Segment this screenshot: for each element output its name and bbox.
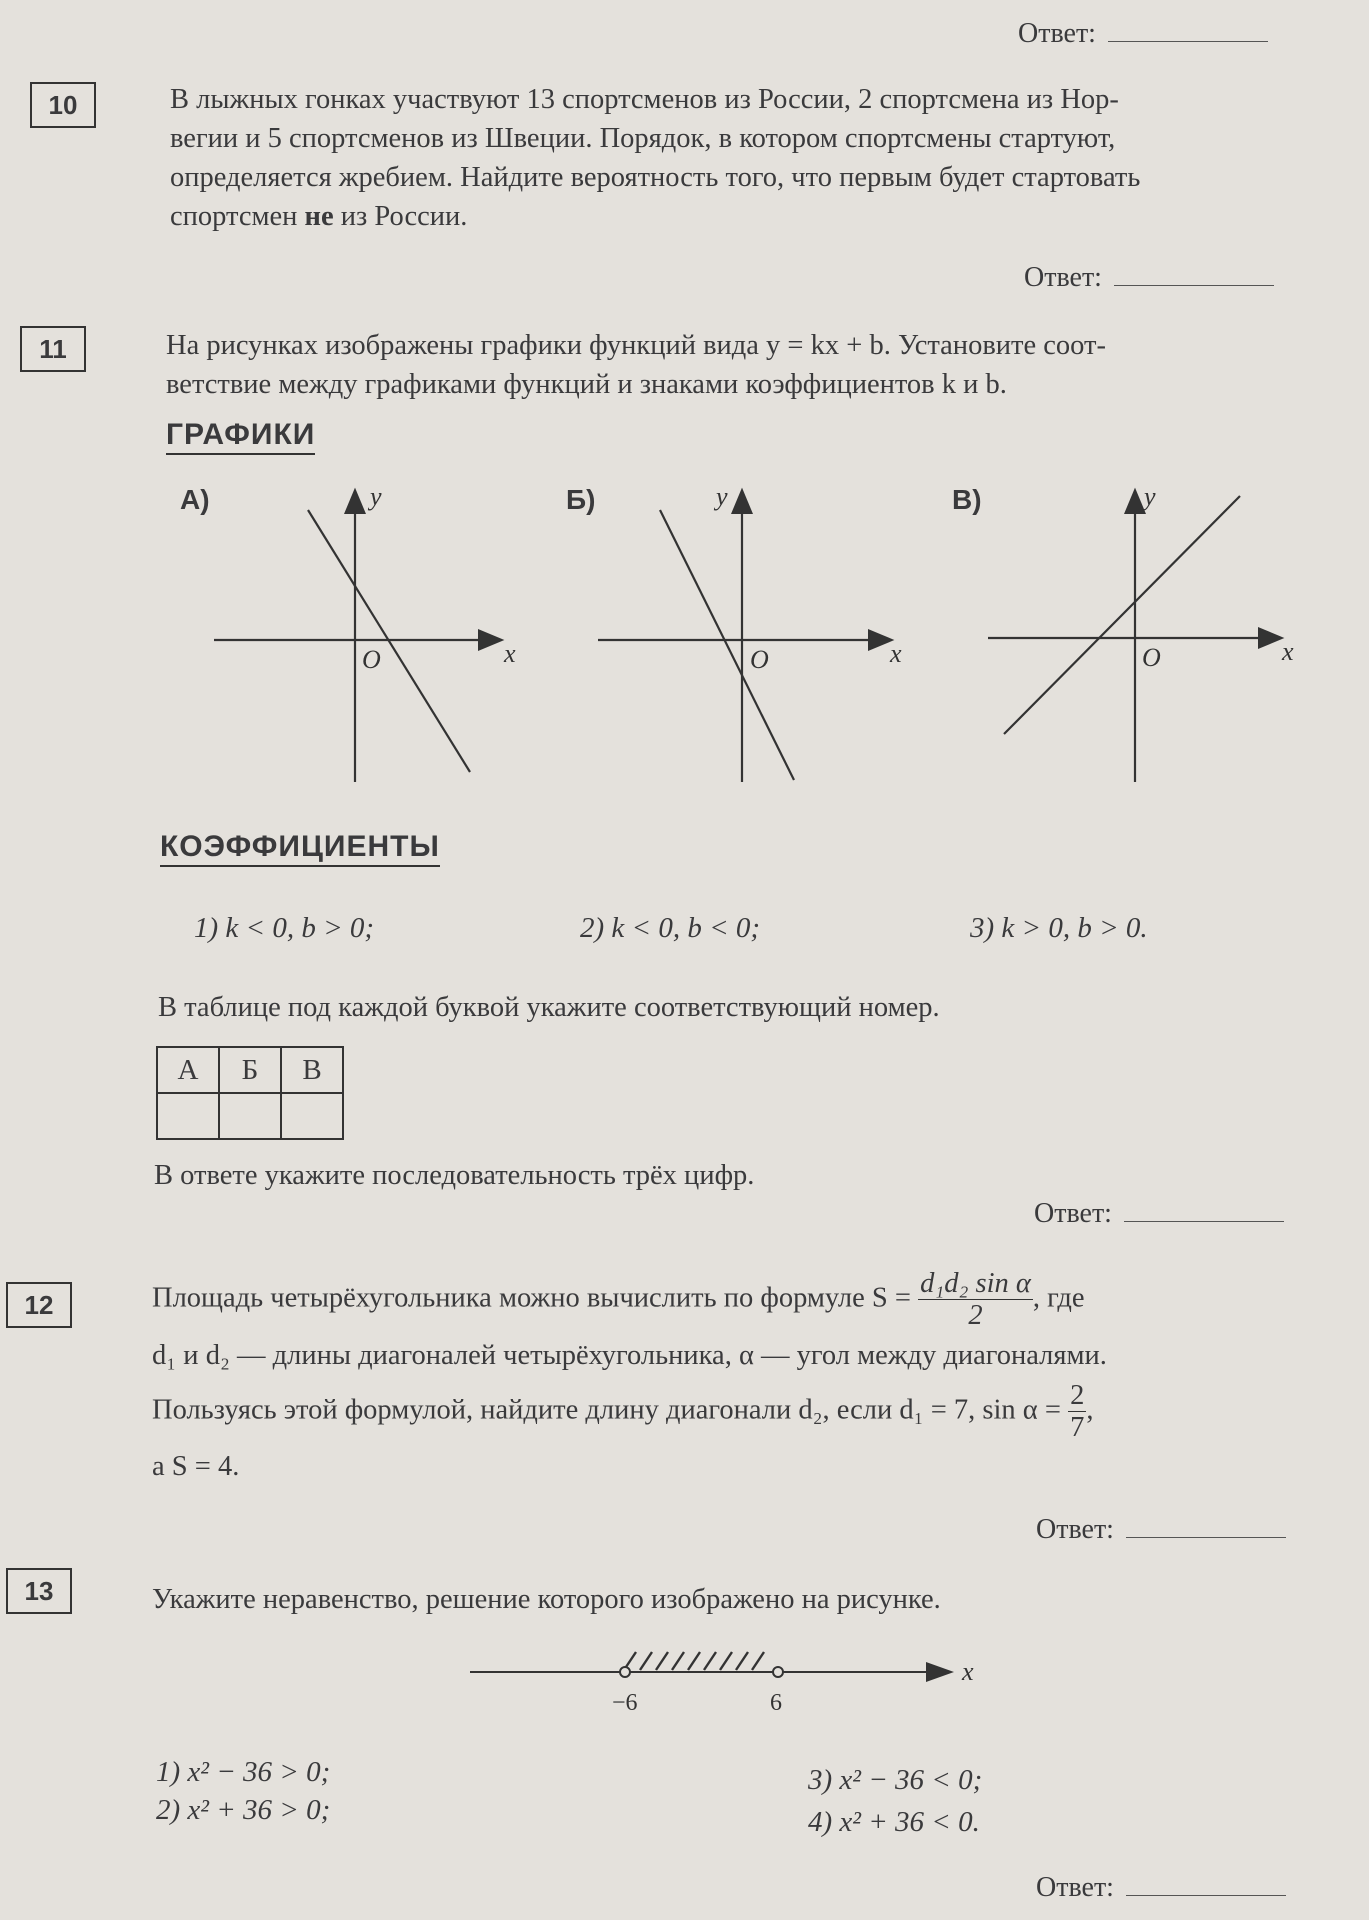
task12-line: Площадь четырёхугольника можно вычислить по формуле S = $\frac{\text{d₁d₂ sin α}}{2}$ , где: [152, 1268, 1085, 1332]
answer-line-top: [1018, 18, 1268, 50]
coef-option-3: 3) k > 0, b > 0.: [970, 912, 1148, 944]
axis-x-label: x: [962, 1657, 974, 1686]
axis-x-label: x: [890, 639, 902, 668]
origin-label: O: [362, 645, 381, 674]
table-cell-b[interactable]: [219, 1093, 281, 1139]
left-point-label: −6: [612, 1690, 638, 1716]
graph-a: [210, 480, 516, 800]
answer-table: [156, 1046, 344, 1140]
answer-blank[interactable]: [1108, 19, 1268, 42]
task10-line: вегии и 5 спортсменов из Швеции. Порядок, в котором спортсмены стартуют,: [170, 123, 1116, 154]
answer-line-12: Ответ:: [1036, 1514, 1286, 1546]
task10-line: В лыжных гонках участвуют 13 спортсменов из России, 2 спортсмена из Нор-: [170, 84, 1119, 115]
task-number-10: 10: [30, 82, 96, 128]
graph-line: [1004, 496, 1240, 734]
inequality-option-2: 2) x² + 36 > 0;: [156, 1794, 331, 1826]
sequence-instruction: В ответе укажите последовательность трёх цифр.: [154, 1160, 755, 1191]
task-number-11: 11: [20, 326, 86, 372]
answer-line-13: Ответ:: [1036, 1872, 1286, 1904]
number-line: [460, 1640, 1020, 1720]
task10-text: [170, 80, 1290, 236]
answer-blank[interactable]: [1114, 263, 1274, 286]
task11-text: [166, 326, 1296, 404]
coef-option-2: 2) k < 0, b < 0;: [580, 912, 761, 944]
origin-label: O: [750, 645, 769, 674]
graph-label-b: Б): [566, 484, 596, 515]
answer-line-11: Ответ:: [1034, 1198, 1284, 1230]
axis-y-label: y: [716, 482, 728, 511]
coef-option-1: 1) k < 0, b > 0;: [194, 912, 375, 944]
table-header-v: В: [281, 1047, 343, 1093]
task-number-12: 12: [6, 1282, 72, 1328]
table-cell-a[interactable]: [157, 1093, 219, 1139]
task13-text: Укажите неравенство, решение которого изображено на рисунке.: [152, 1584, 941, 1615]
table-header-b: Б: [219, 1047, 281, 1093]
table-answer-row: [157, 1093, 343, 1139]
answer-blank[interactable]: [1124, 1199, 1284, 1222]
origin-label: O: [1142, 643, 1161, 672]
table-header-row: [157, 1047, 343, 1093]
task11-line: ветствие между графиками функций и знаками коэффициентов k и b.: [166, 369, 1007, 400]
axis-y-label: y: [1144, 482, 1156, 511]
axis-x-label: x: [1282, 637, 1294, 666]
table-cell-v[interactable]: [281, 1093, 343, 1139]
graph-line: [660, 510, 794, 780]
graph-label-v: В): [952, 484, 982, 515]
table-instruction: В таблице под каждой буквой укажите соответствующий номер.: [158, 992, 940, 1023]
answer-blank[interactable]: [1126, 1515, 1286, 1538]
sin-fraction: $\frac{2}{7}$: [1070, 1379, 1085, 1444]
inequality-option-3: 3) x² − 36 < 0;: [808, 1764, 983, 1796]
area-formula-fraction: $\frac{\text{d₁d₂ sin α}}{2}$: [920, 1268, 1031, 1332]
task-number-13: 13: [6, 1568, 72, 1614]
inequality-option-1: 1) x² − 36 > 0;: [156, 1756, 331, 1788]
graph-b: [594, 480, 904, 800]
right-point-label: 6: [770, 1690, 782, 1716]
axis-x-label: x: [504, 639, 516, 668]
table-header-a: А: [157, 1047, 219, 1093]
task10-line: спортсмен не из России.: [170, 201, 468, 232]
graph-label-a: А): [180, 484, 210, 515]
answer-blank[interactable]: [1126, 1873, 1286, 1896]
task10-line: определяется жребием. Найдите вероятность того, что первым будет стартовать: [170, 162, 1141, 193]
task12-text: [152, 1268, 1312, 1491]
inequality-option-4: 4) x² + 36 < 0.: [808, 1806, 980, 1838]
coefficients-heading: КОЭФФИЦИЕНТЫ: [160, 830, 440, 867]
answer-label: Ответ:: [1018, 18, 1096, 49]
interval-hatching: [624, 1652, 764, 1670]
task12-line: а S = 4.: [152, 1451, 240, 1483]
open-point-left: [620, 1667, 630, 1677]
open-point-right: [773, 1667, 783, 1677]
answer-line-10: Ответ:: [1024, 262, 1274, 294]
task12-line: Пользуясь этой формулой, найдите длину диагонали d₂, если d₁ = 7, sin α = $\frac{2}{7}$ ,: [152, 1379, 1094, 1444]
graph-v: [984, 480, 1304, 800]
graphs-heading: ГРАФИКИ: [166, 418, 315, 455]
task11-line: На рисунках изображены графики функций вида y = kx + b. Установите соот-: [166, 330, 1106, 361]
axis-y-label: y: [370, 482, 382, 511]
task12-line: d₁ и d₂ — длины диагоналей четырёхугольника, α — угол между диагоналями.: [152, 1339, 1107, 1371]
